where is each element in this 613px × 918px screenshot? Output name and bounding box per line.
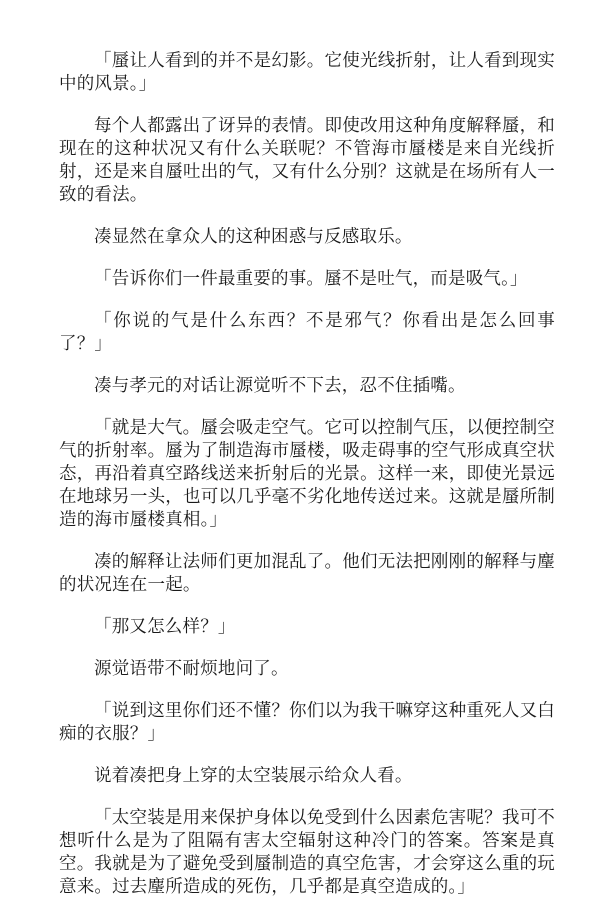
paragraph-8: 凑的解释让法师们更加混乱了。他们无法把刚刚的解释与麈的状况连在一起。	[59, 552, 555, 595]
paragraph-4: 「告诉你们一件最重要的事。蜃不是吐气，而是吸气。」	[94, 269, 528, 289]
paragraph-11: 「说到这里你们还不懂？你们以为我干嘛穿这种重死人又白痴的衣服？」	[59, 701, 555, 744]
paragraph-12: 说着凑把身上穿的太空装展示给众人看。	[94, 766, 413, 786]
paragraph-10: 源觉语带不耐烦地问了。	[94, 659, 289, 679]
paragraph-5: 「你说的气是什么东西？不是邪气？你看出是怎么回事了？」	[59, 311, 555, 354]
paragraph-7: 「就是大气。蜃会吸走空气。它可以控制气压，以便控制空气的折射率。蜃为了制造海市蜃楼，吸走碍事的空气形成真空状态，再沿着真空路线送来折射后的光景。这样一来，即使光景远在地球另一头，也可以几乎毫不劣化地传送过来。这就是蜃所制造的海市蜃楼真相。」	[59, 418, 555, 530]
paragraph-13: 「太空装是用来保护身体以免受到什么因素危害呢？我可不想听什么是为了阻隔有害太空辐射这种冷门的答案。答案是真空。我就是为了避免受到蜃制造的真空危害，才会穿这么重的玩意来。过去麈所造成的死伤，几乎都是真空造成的。」	[59, 808, 555, 897]
paragraph-9: 「那又怎么样？」	[94, 617, 236, 637]
paragraph-6: 凑与孝元的对话让源觉听不下去，忍不住插嘴。	[94, 376, 466, 396]
paragraph-3: 凑显然在拿众人的这种困惑与反感取乐。	[94, 227, 413, 247]
book-page	[59, 50, 555, 918]
paragraph-2: 每个人都露出了讶异的表情。即使改用这种角度解释蜃，和现在的这种状况又有什么关联呢？不管海市蜃楼是来自光线折射，还是来自蜃吐出的气，又有什么分别？这就是在场所有人一致的看法。	[59, 116, 555, 205]
paragraph-1: 「蜃让人看到的并不是幻影。它使光线折射，让人看到现实中的风景。」	[59, 51, 555, 94]
